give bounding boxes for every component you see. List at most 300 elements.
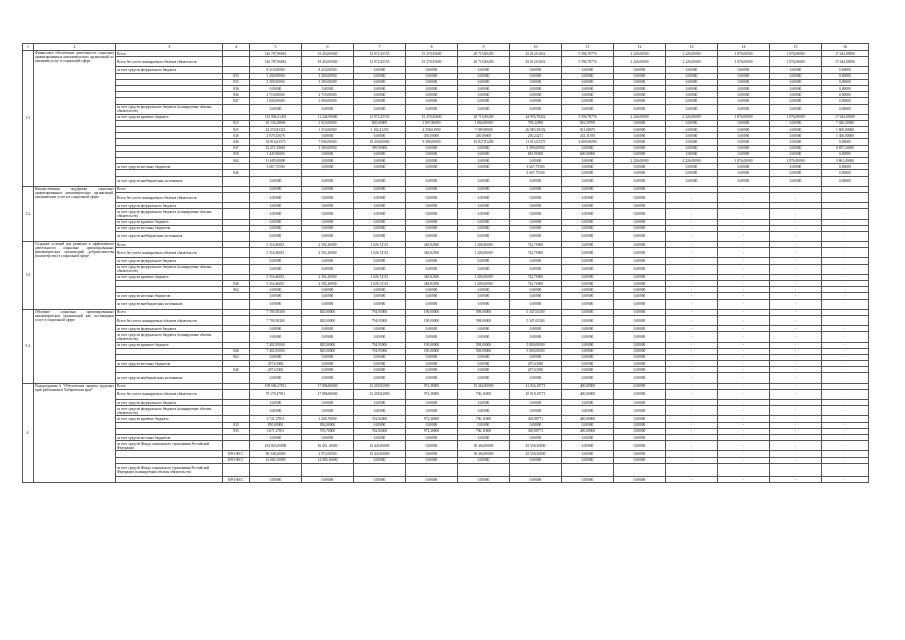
amount-cell: 762,82000: [354, 416, 406, 422]
table-row: [23, 441, 869, 451]
amount-cell: 5 000,00000: [510, 342, 562, 348]
amount-cell: -: [770, 225, 822, 231]
amount-cell: -: [718, 434, 770, 440]
amount-cell: 796,11800: [458, 416, 510, 422]
amount-cell: 1 010,00000: [302, 120, 354, 126]
amount-cell: 0,00000: [614, 139, 666, 145]
budget-code: 825: [223, 127, 250, 133]
amount-cell: 0,00000: [250, 176, 302, 186]
amount-cell: -: [718, 389, 770, 399]
amount-cell: 0,00000: [770, 120, 822, 126]
amount-cell: 0,00000: [562, 209, 614, 219]
amount-cell: -: [822, 274, 869, 280]
funding-source: за счет средств внебюджетных источников: [116, 176, 223, 186]
budget-code: [223, 332, 250, 342]
amount-cell: -: [822, 231, 869, 241]
amount-cell: 12 972,45155: [354, 51, 406, 57]
amount-cell: 11 244,00000: [302, 114, 354, 120]
amount-cell: 0,00000: [666, 127, 718, 133]
funding-source: Всего: [116, 186, 223, 192]
amount-cell: 0,00000: [250, 85, 302, 91]
column-number-8: 8: [406, 44, 458, 51]
amount-cell: -: [666, 209, 718, 219]
amount-cell: 12 443,00000: [354, 441, 406, 451]
amount-cell: 8 857,20000: [822, 145, 869, 151]
amount-cell: -: [718, 248, 770, 258]
funding-source: Всего: [116, 309, 223, 315]
amount-cell: 0,00000: [354, 258, 406, 264]
amount-cell: -: [770, 451, 822, 457]
funding-source: Всего: [116, 383, 223, 389]
amount-cell: 0,00000: [822, 73, 869, 79]
amount-cell: 972,38000: [406, 389, 458, 399]
amount-cell: 0,00000: [458, 203, 510, 209]
amount-cell: 0,00000: [770, 164, 822, 170]
amount-cell: -: [822, 209, 869, 219]
amount-cell: 0,00000: [718, 85, 770, 91]
amount-cell: 2 710,00000: [250, 92, 302, 98]
budget-code: 862: [223, 354, 250, 360]
amount-cell: 0,00000: [302, 225, 354, 231]
amount-cell: 0,00000: [614, 477, 666, 483]
amount-cell: 0,00000: [406, 477, 458, 483]
amount-cell: 0,00000: [406, 400, 458, 406]
section-index: 5.3: [23, 242, 34, 310]
amount-cell: 0,00000: [718, 98, 770, 104]
amount-cell: 2 972,00000: [302, 451, 354, 457]
amount-cell: 972,38000: [406, 428, 458, 434]
amount-cell: -: [718, 451, 770, 457]
amount-cell: -: [770, 361, 822, 367]
amount-cell: 0,00000: [458, 176, 510, 186]
amount-cell: 20 715,80200: [458, 114, 510, 120]
budget-code: 846: [223, 92, 250, 98]
amount-cell: 7 402,95000: [250, 348, 302, 354]
amount-cell: 0,00000: [354, 79, 406, 85]
funding-source: за счет средств краевого бюджета: [116, 219, 223, 225]
amount-cell: 0,00000: [458, 158, 510, 164]
amount-cell: 0,00000: [718, 133, 770, 139]
amount-cell: 0,00000: [302, 264, 354, 274]
amount-cell: -: [718, 422, 770, 428]
amount-cell: 0,00000: [406, 422, 458, 428]
amount-cell: 0,00000: [510, 67, 562, 73]
amount-cell: 0,00000: [666, 164, 718, 170]
amount-cell: 0,00000: [302, 85, 354, 91]
amount-cell: 0,00000: [354, 73, 406, 79]
amount-cell: 0,00000: [406, 361, 458, 367]
amount-cell: -: [666, 248, 718, 258]
amount-cell: 7 840,00000: [302, 139, 354, 145]
amount-cell: 0,00000: [562, 225, 614, 231]
amount-cell: 0,00000: [614, 104, 666, 114]
amount-cell: 0,00000: [562, 315, 614, 325]
amount-cell: 0,00000: [354, 299, 406, 309]
amount-cell: 0,00000: [822, 139, 869, 145]
amount-cell: 0,00000: [718, 127, 770, 133]
amount-cell: -: [666, 186, 718, 192]
amount-cell: 0,00000: [510, 79, 562, 85]
amount-cell: 0,00000: [406, 332, 458, 342]
amount-cell: 1 866,00000: [458, 120, 510, 126]
amount-cell: 0,00000: [302, 158, 354, 164]
amount-cell: -: [770, 203, 822, 209]
amount-cell: [614, 463, 666, 476]
amount-cell: 0,00000: [302, 186, 354, 192]
amount-cell: 0,00000: [458, 186, 510, 192]
amount-cell: -: [770, 342, 822, 348]
amount-cell: 0,00000: [406, 192, 458, 202]
amount-cell: -: [770, 389, 822, 399]
budget-code: 859: [223, 151, 250, 157]
amount-cell: 0,00000: [614, 92, 666, 98]
amount-cell: 1 867,86000: [406, 120, 458, 126]
amount-cell: 0,00000: [250, 400, 302, 406]
funding-source: за счет средств федерального бюджета: [116, 203, 223, 209]
amount-cell: 0,00000: [354, 354, 406, 360]
funding-source: за счет средств федерального бюджета: [116, 326, 223, 332]
table-row: [23, 231, 869, 241]
amount-cell: 0,00000: [302, 400, 354, 406]
amount-cell: -: [718, 348, 770, 354]
amount-cell: 0,00000: [614, 151, 666, 157]
amount-cell: 0,00000: [562, 248, 614, 258]
amount-cell: -: [718, 400, 770, 406]
amount-cell: 0,00000: [354, 400, 406, 406]
amount-cell: 19 454,00000: [302, 51, 354, 57]
funding-source: Всего без учета планируемых объемов обязательств: [116, 248, 223, 258]
amount-cell: 17 886,86000: [302, 389, 354, 399]
amount-cell: -: [718, 477, 770, 483]
amount-cell: 742,70000: [510, 248, 562, 258]
amount-cell: 0,00000: [458, 400, 510, 406]
amount-cell: -: [822, 367, 869, 373]
amount-cell: 0,00000: [822, 79, 869, 85]
amount-cell: 0,00000: [510, 457, 562, 463]
amount-cell: 0,00000: [562, 332, 614, 342]
amount-cell: 0,00000: [822, 67, 869, 73]
budget-code: ЕРО-ФСС: [223, 457, 250, 463]
amount-cell: -: [666, 451, 718, 457]
amount-cell: 0,00000: [562, 309, 614, 315]
amount-cell: 0,00000: [354, 158, 406, 164]
column-number-12: 12: [614, 44, 666, 51]
column-number-16: 16: [822, 44, 869, 51]
amount-cell: 921,68675: [562, 127, 614, 133]
amount-cell: 4 721,27811: [250, 416, 302, 422]
amount-cell: 0,00000: [822, 85, 869, 91]
amount-cell: 0,00000: [406, 145, 458, 151]
budget-code: 846: [223, 367, 250, 373]
amount-cell: 1 206,00000: [458, 281, 510, 287]
amount-cell: 0,00000: [302, 406, 354, 416]
funding-source: за счет средств федерального бюджета: [116, 258, 223, 264]
amount-cell: 0,00000: [614, 186, 666, 192]
amount-cell: [822, 463, 869, 476]
amount-cell: 0,00000: [822, 151, 869, 157]
budget-code: 847: [223, 98, 250, 104]
amount-cell: 1 102,41255: [354, 127, 406, 133]
amount-cell: 0,00000: [458, 164, 510, 170]
amount-cell: 1 876,00000: [718, 158, 770, 164]
amount-cell: 1 310,00000: [302, 127, 354, 133]
column-number-14: 14: [718, 44, 770, 51]
budget-code: 835: [223, 428, 250, 434]
amount-cell: -: [666, 406, 718, 416]
table-row: [23, 209, 869, 219]
amount-cell: 0,00000: [614, 361, 666, 367]
amount-cell: -: [718, 209, 770, 219]
budget-code: [223, 389, 250, 399]
amount-cell: 0,00000: [406, 299, 458, 309]
amount-cell: 0,00000: [354, 457, 406, 463]
amount-cell: 0,00000: [614, 192, 666, 202]
amount-cell: 0,00000: [406, 186, 458, 192]
amount-cell: 0,00000: [510, 422, 562, 428]
amount-cell: 0,00000: [770, 67, 822, 73]
amount-cell: 0,00000: [406, 264, 458, 274]
amount-cell: 0,00000: [614, 422, 666, 428]
amount-cell: 0,00000: [614, 248, 666, 258]
amount-cell: 9 398,00000: [406, 139, 458, 145]
amount-cell: 0,00000: [510, 258, 562, 264]
table-row: [23, 389, 869, 399]
amount-cell: 0,00000: [302, 367, 354, 373]
amount-cell: -: [666, 219, 718, 225]
amount-cell: 0,00000: [666, 67, 718, 73]
amount-cell: -: [718, 242, 770, 248]
amount-cell: 0,00000: [770, 133, 822, 139]
amount-cell: 0,00000: [302, 209, 354, 219]
amount-cell: 0,00000: [510, 92, 562, 98]
amount-cell: 0,00000: [510, 326, 562, 332]
amount-cell: 0,00000: [614, 85, 666, 91]
amount-cell: 0,00000: [458, 85, 510, 91]
section-index: 5.2: [23, 186, 34, 241]
amount-cell: 0,00000: [562, 287, 614, 293]
amount-cell: 1 206,00000: [458, 274, 510, 280]
amount-cell: 15 279,45600: [406, 114, 458, 120]
amount-cell: 2 558,61900: [406, 127, 458, 133]
amount-cell: 0,00000: [406, 434, 458, 440]
amount-cell: -: [822, 248, 869, 258]
amount-cell: 0,00000: [458, 231, 510, 241]
amount-cell: 0,00000: [614, 98, 666, 104]
amount-cell: 0,00000: [510, 158, 562, 164]
amount-cell: 2 979,35678: [250, 133, 302, 139]
amount-cell: 0,00000: [354, 203, 406, 209]
amount-cell: 0,00000: [614, 145, 666, 151]
amount-cell: -: [822, 315, 869, 325]
amount-cell: -: [770, 309, 822, 315]
amount-cell: 0,00000: [770, 104, 822, 114]
amount-cell: -: [718, 258, 770, 264]
amount-cell: 0,00000: [614, 383, 666, 389]
amount-cell: 0,00000: [406, 164, 458, 170]
column-number-9: 9: [458, 44, 510, 51]
amount-cell: 0,00000: [406, 73, 458, 79]
amount-cell: 850,00000: [250, 422, 302, 428]
amount-cell: 400,00000: [562, 416, 614, 422]
amount-cell: 1 300,00000: [302, 145, 354, 151]
amount-cell: 0,00000: [458, 79, 510, 85]
amount-cell: 0,00000: [302, 354, 354, 360]
amount-cell: -: [718, 287, 770, 293]
funding-source: за счет средств Фонда социального страхования Российской Федерации (планируемые объемы обязательств): [116, 463, 223, 476]
amount-cell: 12 257,29681: [250, 145, 302, 151]
amount-cell: 0,00000: [510, 293, 562, 299]
amount-cell: -: [666, 326, 718, 332]
budget-code: [223, 248, 250, 258]
amount-cell: 0,00000: [562, 192, 614, 202]
amount-cell: 14 084,16000: [250, 457, 302, 463]
amount-cell: -: [822, 287, 869, 293]
amount-cell: 0,00000: [770, 73, 822, 79]
amount-cell: -: [718, 225, 770, 231]
amount-cell: 7 700,58300: [250, 309, 302, 315]
amount-cell: 0,00000: [614, 203, 666, 209]
amount-cell: 0,00000: [666, 120, 718, 126]
funding-source: Всего без учета планируемых объемов обязательств: [116, 57, 223, 67]
funding-source: за счет средств краевого бюджета: [116, 274, 223, 280]
amount-cell: 0,00000: [510, 192, 562, 202]
funding-source: Всего: [116, 242, 223, 248]
amount-cell: 0,00000: [770, 98, 822, 104]
amount-cell: 0,00000: [614, 326, 666, 332]
funding-source: за счет средств федерального бюджета: [116, 400, 223, 406]
amount-cell: -: [822, 373, 869, 383]
amount-cell: -: [770, 264, 822, 274]
amount-cell: 0,00000: [302, 219, 354, 225]
amount-cell: 0,00000: [562, 258, 614, 264]
section-name: Создание условий для развития и эффективного деятельности социально ориентированных некоммерческих организаций, добровольчества (волонтерства) в социальной сфере: [34, 242, 116, 310]
amount-cell: 0,00000: [250, 219, 302, 225]
amount-cell: 11 613,02375: [510, 139, 562, 145]
amount-cell: -: [770, 428, 822, 434]
amount-cell: 0,00000: [302, 477, 354, 483]
amount-cell: [354, 463, 406, 476]
budget-code: 833: [223, 73, 250, 79]
amount-cell: 0,00000: [614, 428, 666, 434]
amount-cell: 297,63300: [250, 367, 302, 373]
amount-cell: 0,00000: [562, 274, 614, 280]
amount-cell: 2 392,20000: [302, 248, 354, 258]
amount-cell: -: [770, 373, 822, 383]
amount-cell: 11 685,00000: [250, 158, 302, 164]
amount-cell: 1 026,74151: [354, 242, 406, 248]
amount-cell: 0,00000: [562, 92, 614, 98]
amount-cell: -: [770, 186, 822, 192]
amount-cell: 0,00000: [614, 274, 666, 280]
funding-source: [116, 477, 223, 483]
amount-cell: -: [822, 332, 869, 342]
amount-cell: 0,00000: [510, 104, 562, 114]
amount-cell: 297,63300: [250, 361, 302, 367]
amount-cell: -: [666, 293, 718, 299]
amount-cell: 104 925,00000: [250, 441, 302, 451]
budget-table-page: [22, 43, 869, 483]
budget-code: [223, 192, 250, 202]
amount-cell: 0,00000: [562, 477, 614, 483]
amount-cell: -: [822, 383, 869, 389]
amount-cell: 12 972,45155: [354, 114, 406, 120]
amount-cell: -: [718, 361, 770, 367]
section-name: Подпрограмма 6 "Обеспечение защиты трудовых прав работников в Хабаровском крае": [34, 383, 116, 483]
amount-cell: -: [770, 258, 822, 264]
amount-cell: 0,00000: [354, 133, 406, 139]
column-number-1: 1: [23, 44, 34, 51]
amount-cell: -: [718, 428, 770, 434]
amount-cell: 7 589,99000: [458, 127, 510, 133]
amount-cell: 1 026,74151: [354, 281, 406, 287]
amount-cell: -: [822, 281, 869, 287]
amount-cell: 0,00000: [406, 225, 458, 231]
amount-cell: 0,00000: [510, 354, 562, 360]
amount-cell: -: [666, 315, 718, 325]
section-index: 5.4.: [23, 309, 34, 383]
funding-source: за счет средств внебюджетных источников: [116, 373, 223, 383]
amount-cell: 0,00000: [718, 120, 770, 126]
amount-cell: 0,00000: [614, 225, 666, 231]
amount-cell: 845,90000: [510, 151, 562, 157]
amount-cell: 0,00000: [458, 151, 510, 157]
amount-cell: -: [822, 422, 869, 428]
amount-cell: -: [770, 293, 822, 299]
amount-cell: 0,00000: [302, 434, 354, 440]
table-body: [23, 44, 869, 483]
amount-cell: 0,00000: [354, 287, 406, 293]
amount-cell: 190,00000: [406, 315, 458, 325]
table-row: [23, 104, 869, 114]
amount-cell: 0,00000: [562, 203, 614, 209]
amount-cell: 0,00000: [302, 287, 354, 293]
amount-cell: 0,00000: [354, 104, 406, 114]
amount-cell: 0,00000: [718, 67, 770, 73]
amount-cell: 12 443,00000: [354, 451, 406, 457]
amount-cell: 0,00000: [510, 186, 562, 192]
amount-cell: -: [718, 186, 770, 192]
amount-cell: 0,00000: [354, 151, 406, 157]
amount-cell: 0,00000: [562, 406, 614, 416]
amount-cell: -: [718, 299, 770, 309]
amount-cell: 0,00000: [250, 192, 302, 202]
amount-cell: 742,70000: [510, 281, 562, 287]
amount-cell: 0,00000: [614, 441, 666, 451]
amount-cell: 5 316,46851: [250, 274, 302, 280]
amount-cell: 90 548,20000: [250, 451, 302, 457]
budget-code: [223, 315, 250, 325]
amount-cell: 0,00000: [562, 164, 614, 170]
amount-cell: 3 871,27811: [250, 428, 302, 434]
budget-code: [223, 264, 250, 274]
amount-cell: 1 876,00000: [718, 114, 770, 120]
amount-cell: -: [822, 203, 869, 209]
amount-cell: 0,00000: [458, 92, 510, 98]
amount-cell: 400,00000: [562, 389, 614, 399]
amount-cell: -: [822, 219, 869, 225]
amount-cell: 0,00000: [614, 299, 666, 309]
amount-cell: 5 316,46851: [250, 281, 302, 287]
amount-cell: 0,00000: [718, 170, 770, 176]
amount-cell: 45 558,30000: [510, 441, 562, 451]
budget-code: [223, 104, 250, 114]
amount-cell: 13 205,82000: [354, 389, 406, 399]
amount-cell: -: [666, 309, 718, 315]
amount-cell: 1 206,00000: [458, 248, 510, 258]
budget-code: 862: [223, 158, 250, 164]
amount-cell: 0,00000: [562, 98, 614, 104]
amount-cell: -: [770, 348, 822, 354]
